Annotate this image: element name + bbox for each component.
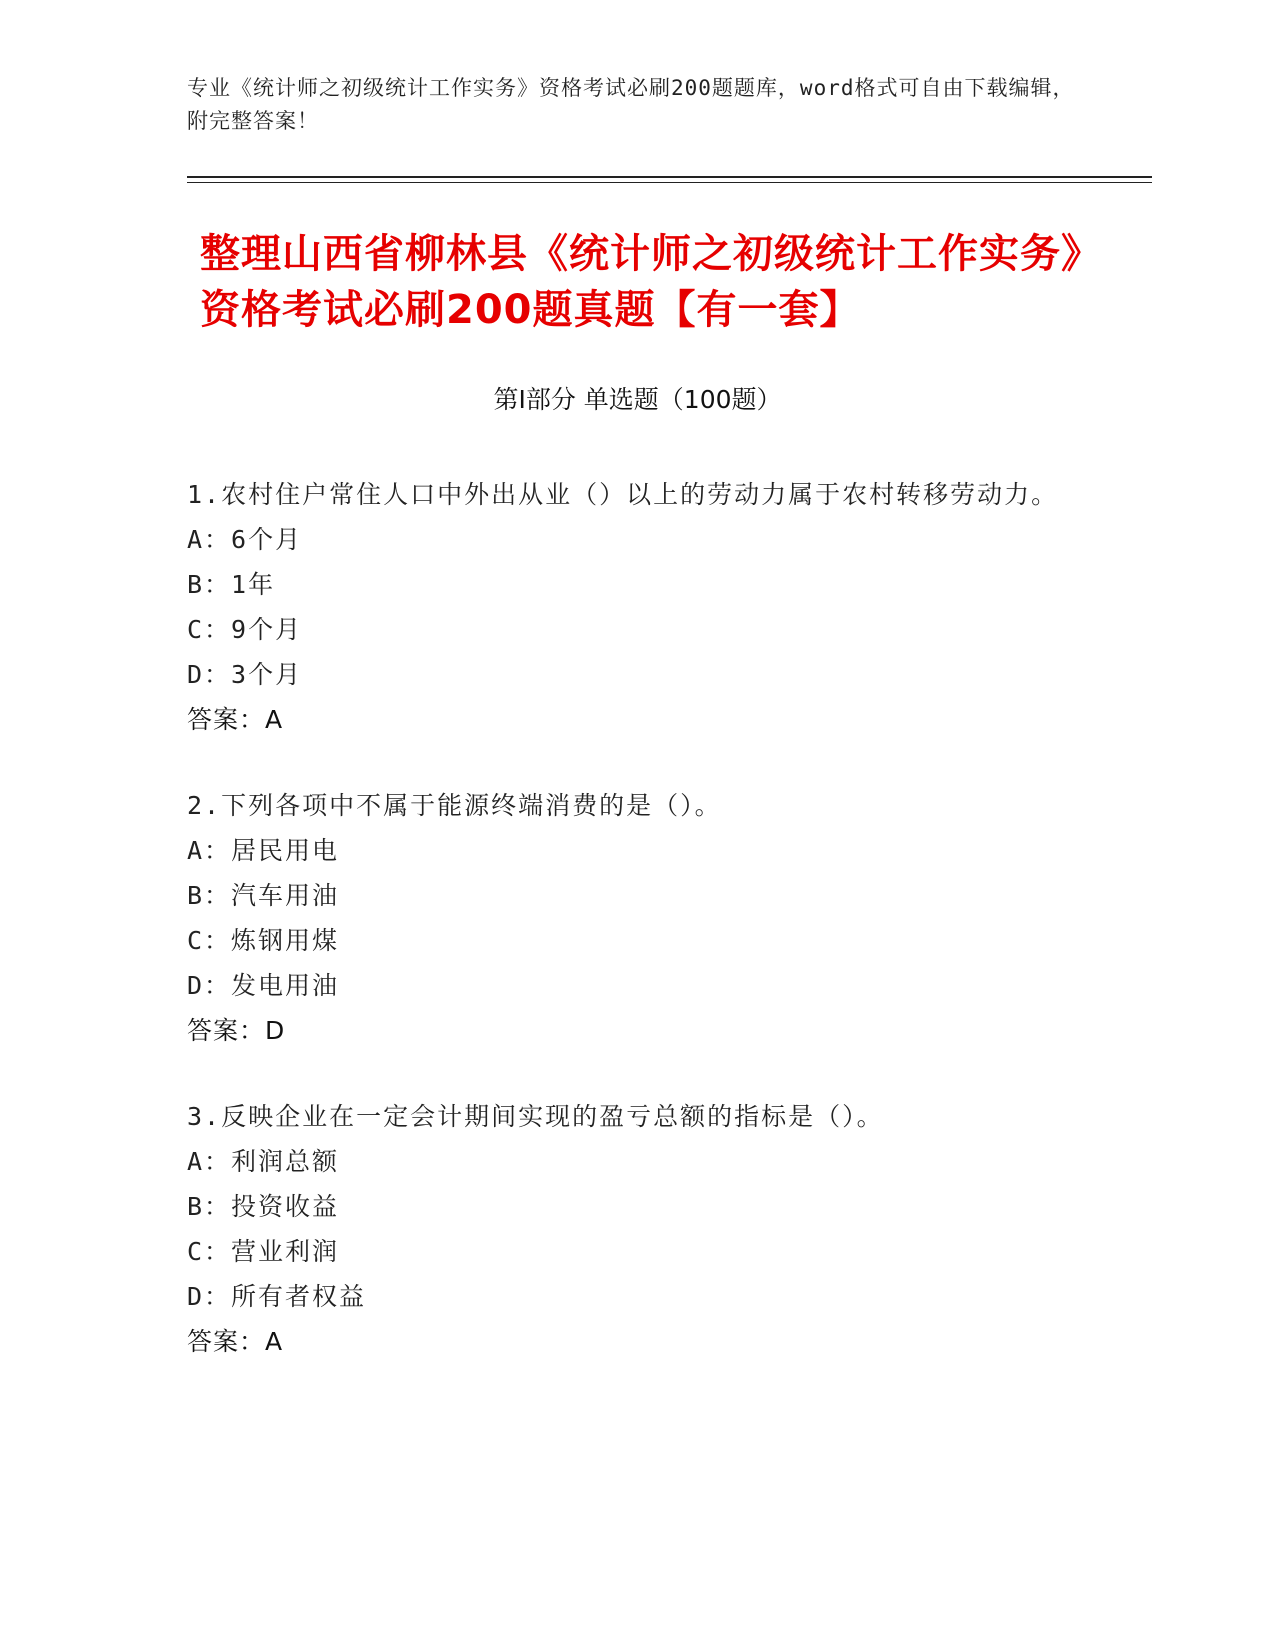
question-stem: 1.农村住户常住人口中外出从业（）以上的劳动力属于农村转移劳动力。 <box>187 480 1059 509</box>
question-option-b: B：1年 <box>187 570 276 599</box>
header-note: 专业《统计师之初级统计工作实务》资格考试必刷200题题库，word格式可自由下载编辑，附完整答案！ <box>187 76 1075 133</box>
question-stem: 2.下列各项中不属于能源终端消费的是（）。 <box>187 791 722 820</box>
question-answer: 答案：A <box>187 705 284 734</box>
section-heading: 第Ⅰ部分 单选题（100题） <box>493 385 782 414</box>
question-option-c: C：9个月 <box>187 615 303 644</box>
question-answer: 答案：D <box>187 1016 286 1045</box>
question-option-a: A：居民用电 <box>187 836 340 865</box>
question-option-a: A：利润总额 <box>187 1147 340 1176</box>
question-option-a: A：6个月 <box>187 525 303 554</box>
question-option-c: C：营业利润 <box>187 1237 340 1266</box>
question-option-d: D：所有者权益 <box>187 1282 367 1311</box>
question-item <box>187 783 1087 1053</box>
question-item <box>187 1094 1087 1364</box>
question-answer: 答案：A <box>187 1327 284 1356</box>
question-option-b: B：汽车用油 <box>187 881 340 910</box>
question-option-d: D：3个月 <box>187 660 303 689</box>
question-item <box>187 472 1087 742</box>
header-divider-thin <box>187 182 1152 183</box>
document-title: 整理山西省柳林县《统计师之初级统计工作实务》资格考试必刷200题真题【有一套】 <box>200 231 1082 333</box>
question-list <box>187 472 1087 1405</box>
header-divider-thick <box>187 176 1152 178</box>
question-option-b: B：投资收益 <box>187 1192 340 1221</box>
question-option-c: C：炼钢用煤 <box>187 926 340 955</box>
question-option-d: D：发电用油 <box>187 971 340 1000</box>
question-stem: 3.反映企业在一定会计期间实现的盈亏总额的指标是（）。 <box>187 1102 884 1131</box>
